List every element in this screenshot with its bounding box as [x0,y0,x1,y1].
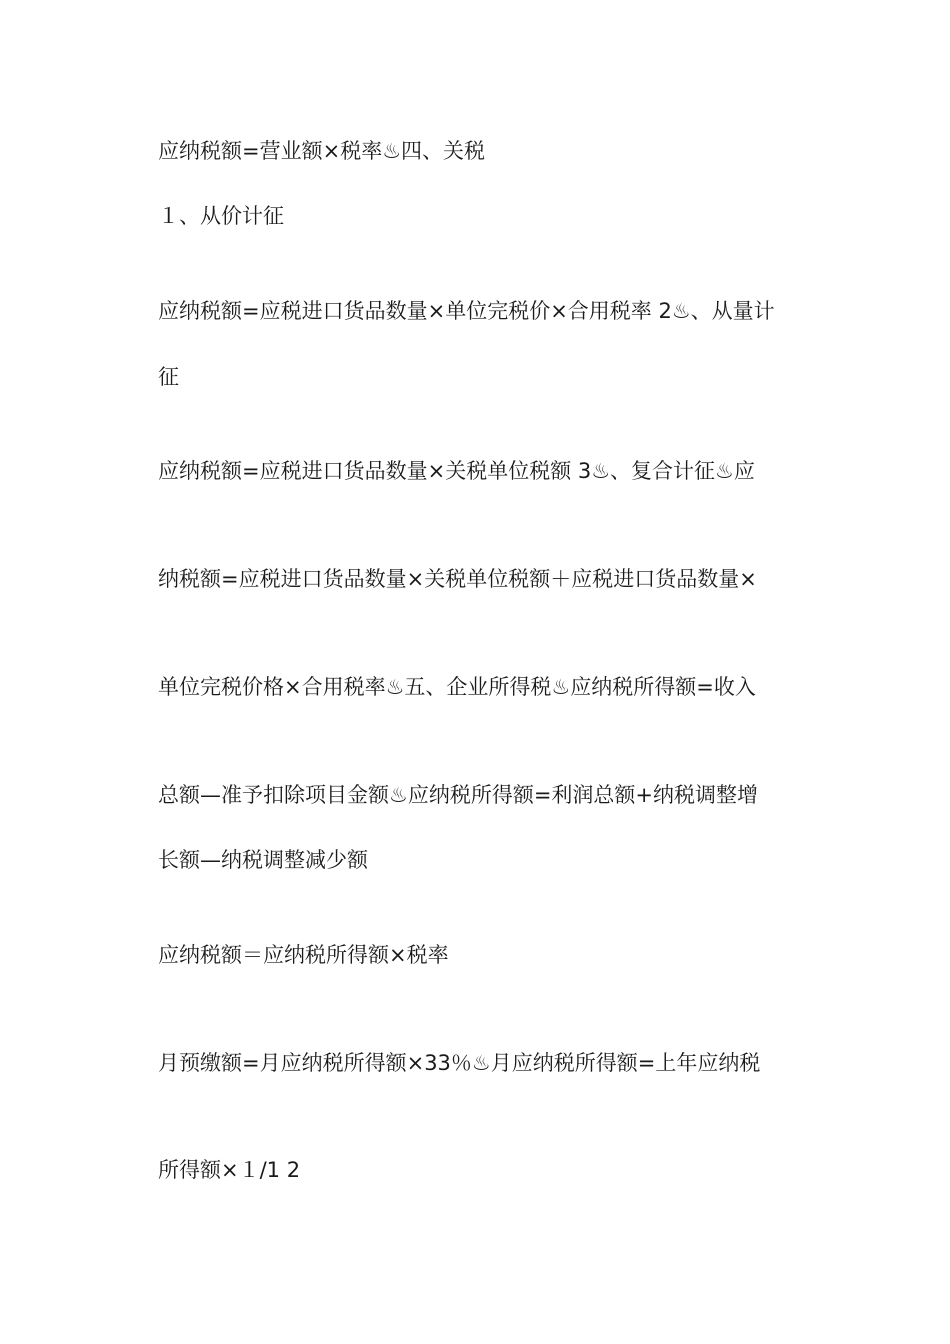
text-line-4: 征 [158,365,179,389]
text-line-9: 长额—纳税调整减少额 [158,848,368,872]
text-line-11: 月预缴额=月应纳税所得额×33％♨月应纳税所得额=上年应纳税 [158,1051,761,1075]
text-line-1: 应纳税额=营业额×税率♨四、关税 [158,139,486,163]
text-line-2: １、从价计征 [158,204,284,228]
text-line-8: 总额—准予扣除项目金额♨应纳税所得额=利润总额+纳税调整增 [158,783,759,807]
text-line-10: 应纳税额＝应纳税所得额×税率 [158,943,449,967]
text-line-7: 单位完税价格×合用税率♨五、企业所得税♨应纳税所得额=收入 [158,675,756,699]
text-line-3: 应纳税额=应税进口货品数量×单位完税价×合用税率 2♨、从量计 [158,299,775,323]
text-line-12: 所得额×１/1 2 [158,1158,301,1182]
text-line-6: 纳税额=应税进口货品数量×关税单位税额＋应税进口货品数量× [158,567,757,591]
text-line-5: 应纳税额=应税进口货品数量×关税单位税额 3♨、复合计征♨应 [158,459,755,483]
